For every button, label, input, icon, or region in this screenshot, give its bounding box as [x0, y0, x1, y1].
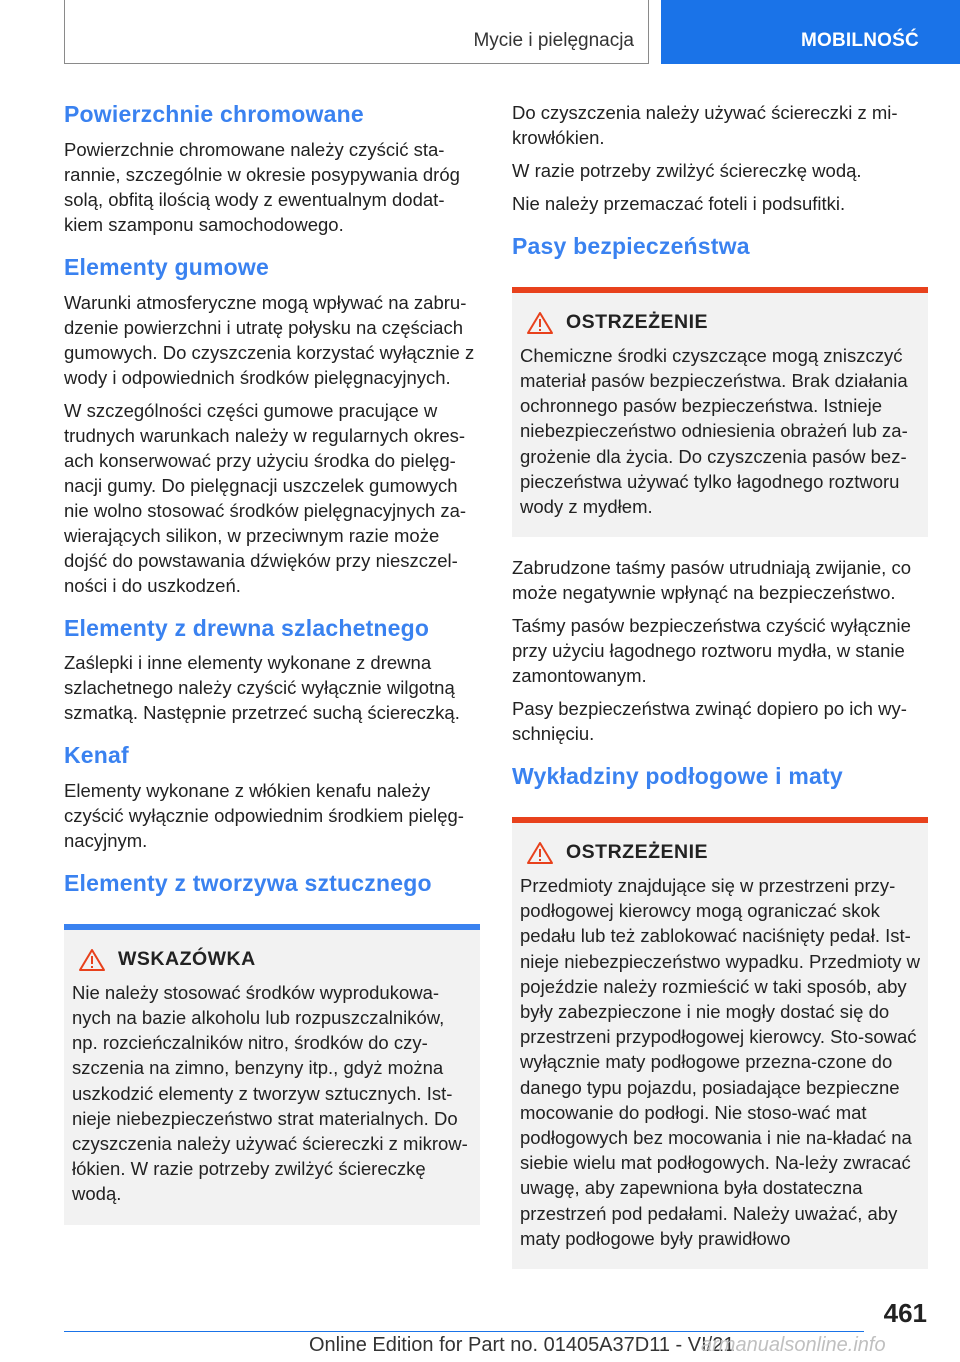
notice-text: Nie należy stosować środków wyprodukowa-nych na bazie alkoholu lub rozpuszczalników, np. rozcieńczalników nitro, środków do czy-szczenia na zimno, benzyny itp., gdyż można uszkodzić elementy z tworzyw sztucznych. Ist-nieje niebezpieczeństwo strat materialnych. Do czyszczenia należy używać ściereczki z mikrow-łókien. W razie potrzeby zwilżyć ściereczkę wodą. [72, 981, 468, 1205]
heading-chrome: Powierzchnie chromowane [64, 101, 364, 127]
warning-triangle-icon [526, 311, 554, 335]
section-microfiber [512, 100, 928, 216]
paragraph-chrome: Powierzchnie chromowane należy czyścić sta-rannie, szczególnie w okresie posypywania dróg solą, obfitą ilością wody z ewentualnym dodat-kiem szamponu samochodowego. [64, 138, 460, 235]
warning-box-mats [512, 817, 928, 1269]
section-mats [512, 762, 928, 1269]
left-column [64, 100, 480, 1243]
heading-belts: Pasy bezpieczeństwa [512, 233, 750, 259]
section-belts [512, 232, 928, 746]
warning-title-mats: OSTRZEŻENIE [566, 841, 709, 864]
notice-title: WSKAZÓWKA [118, 948, 256, 971]
notice-box [64, 924, 480, 1225]
header-box [64, 0, 649, 64]
paragraph-belts-3: Pasy bezpieczeństwa zwinąć dopiero po ich wy-schnięciu. [512, 698, 907, 745]
paragraph-moisten: W razie potrzeby zwilżyć ściereczkę wodą. [512, 160, 862, 181]
heading-rubber: Elementy gumowe [64, 253, 269, 280]
warning-triangle-icon [526, 841, 554, 865]
paragraph-belts-1: Zabrudzone taśmy pasów utrudniają zwijanie, co może negatywnie wpłynąć na bezpieczeństwo. [512, 557, 911, 604]
paragraph-rubber-2: W szczególności części gumowe pracujące w trudnych warunkach należy w regularnych okres-ach konserwować przy użyciu środka do pielęg-nacji gumy. Do pielęgnacji uszczelek gumowych nie wolno stosować środków pielęgnacyjnych za-wierających silikon, w przeciwnym razie może dojść do powstawania dźwięków przy nieszczel-ności i do uszkodzeń. [64, 399, 467, 596]
warning-triangle-icon [78, 948, 106, 972]
footer-edition: Online Edition for Part no. 01405A37D11 - VI/21 [309, 1334, 735, 1356]
warning-header-mats [520, 841, 920, 865]
paragraph-belts-2: Taśmy pasów bezpieczeństwa czyścić wyłącznie przy użyciu łagodnego roztworu mydła, w stanie zamontowanym. [512, 615, 911, 687]
warning-text-mats: Przedmioty znajdujące się w przestrzeni przy-podłogowej kierowcy mogą ograniczać skok pedału lub też zablokować naciśnięty pedał. Ist-nieje niebezpieczeństwo wypadku. Przedmioty w pojeździe należy rozmieścić w taki sposób, aby były zabezpieczone i nie mogły dostać się do przestrzeni przypodłogowej kierowcy. Sto-sować wyłącznie maty podłogowe przezna-czone do danego typu pojazdu, posiadające bezpieczne mocowanie do podłogi. Nie stoso-wać mat podłogowych bez mocowania i nie na-kładać na siebie wielu mat podłogowych. Na-leży zwracać uwagę, aby zapewniona była dostateczna przestrzeń pod pedałami. Należy uważać, aby maty podłogowe były prawidłowo [520, 874, 921, 1249]
notice-header [72, 948, 472, 972]
watermark: armanualsonline.info [701, 1334, 886, 1356]
paragraph-seats: Nie należy przemaczać foteli i podsufitki. [512, 193, 846, 214]
heading-wood: Elementy z drewna szlachetnego [64, 614, 430, 641]
warning-header-belts [520, 311, 920, 335]
section-rubber [64, 253, 480, 598]
header-section-title: Mycie i pielęgnacja [473, 30, 634, 51]
heading-kenaf: Kenaf [64, 742, 129, 769]
section-plastic [64, 869, 480, 1225]
heading-mats: Wykładziny podłogowe i maty [512, 763, 843, 790]
paragraph-kenaf: Elementy wykonane z włókien kenafu należy czyścić wyłącznie odpowiednim środkiem pielęg-nacyjnym. [64, 780, 464, 851]
warning-title-belts: OSTRZEŻENIE [566, 311, 709, 334]
header-tab-mobility[interactable]: MOBILNOŚĆ [661, 0, 960, 64]
heading-plastic: Elementy z tworzywa sztucznego [64, 870, 432, 896]
page-number: 461 [883, 1298, 927, 1328]
section-wood [64, 614, 480, 726]
paragraph-wood: Zaślepki i inne elementy wykonane z drewna szlachetnego należy czyścić wyłącznie wilgotną szmatką. Następnie przetrzeć suchą ściereczką. [64, 652, 460, 724]
section-kenaf [64, 741, 480, 853]
section-chrome [64, 100, 480, 237]
warning-box-belts [512, 287, 928, 537]
warning-text-belts: Chemiczne środki czyszczące mogą zniszczyć materiał pasów bezpieczeństwa. Brak działania ochronnego pasów bezpieczeństwa. Istnieje niebezpieczeństwo odniesienia obrażeń lub za-grożenie dla życia. Do czyszczenia pasów bez-pieczeństwa używać tylko łagodnego roztworu wody z mydłem. [520, 344, 908, 517]
paragraph-rubber-1: Warunki atmosferyczne mogą wpływać na zabru-dzenie powierzchni i utratę połysku na częściach gumowych. Do czyszczenia korzystać wyłącznie z wody i odpowiednich środków pielęgnacyjnych. [64, 291, 475, 388]
paragraph-microfiber: Do czyszczenia należy używać ściereczki z mi-krowłókien. [512, 102, 898, 148]
right-column [512, 100, 928, 1287]
footer-divider [64, 1331, 864, 1332]
